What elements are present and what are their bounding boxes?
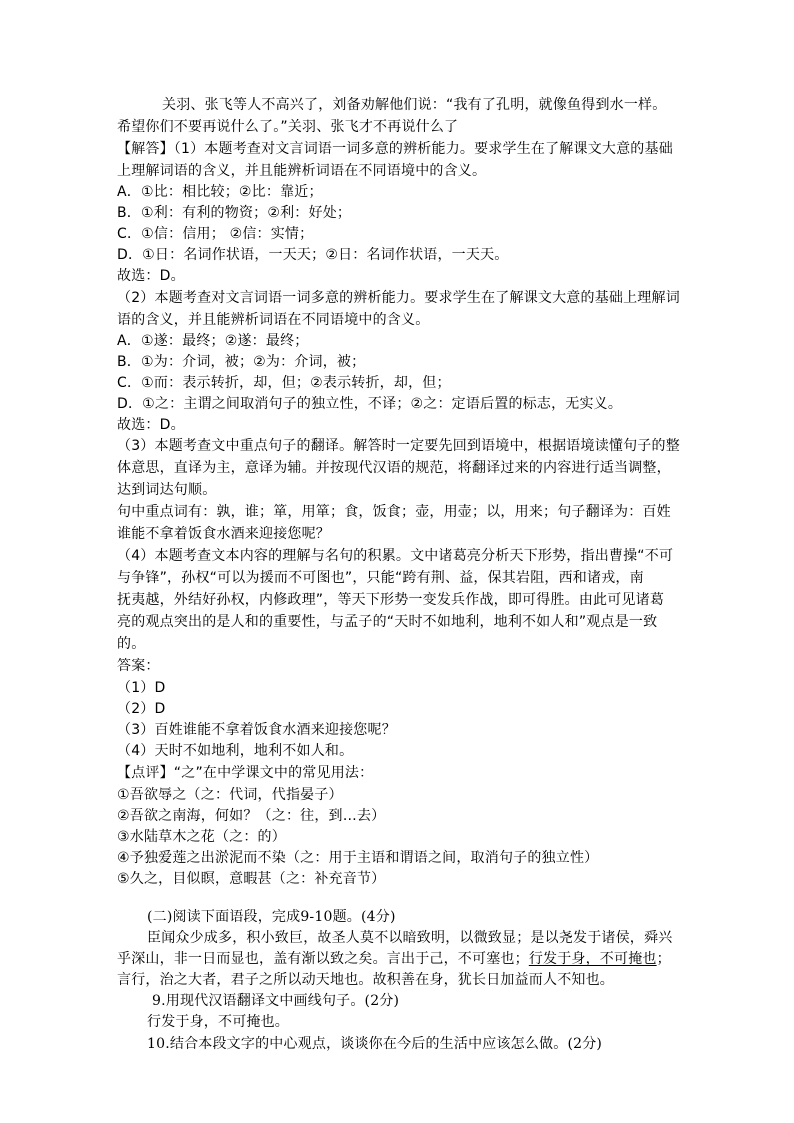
- q4-line-1: （4）本题考查文本内容的理解与名句的积累。文中诸葛亮分析天下形势，指出曹操“不可: [117, 548, 674, 564]
- question-10: 10.结合本段文字的中心观点，谈谈你在今后的生活中应该怎么做。(2分): [147, 1036, 603, 1052]
- answer-1: （1）D: [117, 680, 166, 696]
- intro-line-1: 关羽、张飞等人不高兴了，刘备劝解他们说：“我有了孔明，就像鱼得到水一样。: [162, 97, 667, 113]
- q2-option-a: A．①遂：最终；②遂：最终；: [117, 333, 309, 349]
- answer-3: （3）百姓谁能不拿着饭食水酒来迎接您呢？: [117, 722, 396, 738]
- q2-option-d: D．①之：主谓之间取消句子的独立性，不译；②之：定语后置的标志，无实义。: [117, 396, 623, 412]
- q2-option-b: B．①为：介词，被；②为：介词，被；: [117, 354, 366, 370]
- q4-line-3: 抚夷越，外结好孙权，内修政理”，等天下形势一变发兵作战，即可得胜。由此可见诸葛: [117, 592, 665, 608]
- answer-4: （4）天时不如地利，地利不如人和。: [117, 743, 354, 759]
- q1-choice: 故选：D。: [117, 268, 185, 284]
- answers-heading: 答案：: [117, 658, 160, 674]
- comment-heading: 【点评】“之”在中学课文中的常见用法：: [117, 765, 374, 781]
- comment-item-3: ③水陆草木之花（之：的）: [117, 829, 286, 845]
- passage-line-3: 言行，治之大者，君子之所以动天地也。故积善在身，犹长日加益而人不知也。: [117, 972, 614, 988]
- q4-line-5: 的。: [117, 636, 146, 652]
- underlined-sentence: 行发于身，不可掩也: [528, 951, 657, 967]
- comment-item-5: ⑤久之，目似瞑，意暇甚（之：补充音节）: [117, 871, 386, 887]
- answer-2: （2）D: [117, 701, 166, 717]
- intro-line-2: 希望你们不要再说什么了。”关羽、张飞才不再说什么了: [117, 119, 459, 135]
- q4-line-4: 亮的观点突出的是人和的重要性，与孟子的“天时不如地利，地利不如人和”观点是一致: [117, 614, 658, 630]
- q1-line-1: 【解答】（1）本题考查对文言词语一词多意的辨析能力。要求学生在了解课文大意的基础: [117, 141, 673, 157]
- q3-line-5: 谁能不拿着饭食水酒来迎接您呢？: [117, 526, 330, 542]
- q3-line-2: 体意思，直译为主，意译为辅。并按现代汉语的规范，将翻译过来的内容进行适当调整，: [117, 460, 671, 476]
- comment-item-2: ②吾欲之南海，何如？（之：往，到…去）: [117, 808, 386, 824]
- comment-item-4: ④予独爱莲之出淤泥而不染（之：用于主语和谓语之间，取消句子的独立性）: [117, 850, 599, 866]
- q2-line-1: （2）本题考查对文言词语一词多意的辨析能力。要求学生在了解课文大意的基础上理解词: [117, 290, 680, 306]
- passage-line-1: 臣闻众少成多，积小致巨，故圣人莫不以暗致明，以微致显；是以尧发于诸侯，舜兴: [147, 930, 673, 946]
- q3-line-1: （3）本题考查文中重点句子的翻译。解答时一定要先回到语境中，根据语境读懂句子的整: [117, 438, 680, 454]
- passage-punct: ；: [656, 951, 671, 967]
- q1-option-a: A．①比：相比较；②比：靠近；: [117, 184, 323, 200]
- q2-line-2: 语的含义，并且能辨析词语在不同语境中的含义。: [117, 312, 430, 328]
- passage-text: 乎深山，非一日而显也，盖有渐以致之矣。言出于己，不可塞也；: [117, 951, 529, 967]
- q4-line-2: 与争锋”，孙权“可以为援而不可图也”，只能“跨有荆、益，保其岩阻，西和诸戎，南: [117, 570, 644, 586]
- question-9: 9.用现代汉语翻译文中画线句子。(2分): [152, 993, 400, 1009]
- q1-option-b: B．①利：有利的物资；②利：好处；: [117, 205, 352, 221]
- q3-line-3: 达到词达句顺。: [117, 482, 217, 498]
- q1-option-c: C．①信：信用； ②信：实情；: [117, 226, 314, 242]
- q1-line-2: 上理解词语的含义，并且能辨析词语在不同语境中的含义。: [117, 163, 487, 179]
- q2-choice: 故选：D。: [117, 417, 185, 433]
- passage-line-2: [117, 949, 671, 969]
- q3-line-4: 句中重点词有：孰，谁；箪，用箪；食，饭食；壶，用壶；以，用来；句子翻译为：百姓: [117, 504, 671, 520]
- q1-option-d: D．①日：名词作状语，一天天；②日：名词作状语，一天天。: [117, 247, 509, 263]
- reading-heading: (二)阅读下面语段，完成9-10题。(4分): [147, 909, 396, 925]
- comment-item-1: ①吾欲辱之（之：代词，代指晏子）: [117, 787, 343, 803]
- question-9-answer: 行发于身，不可掩也。: [147, 1014, 289, 1030]
- q2-option-c: C．①而：表示转折，却，但；②表示转折，却，但；: [117, 375, 451, 391]
